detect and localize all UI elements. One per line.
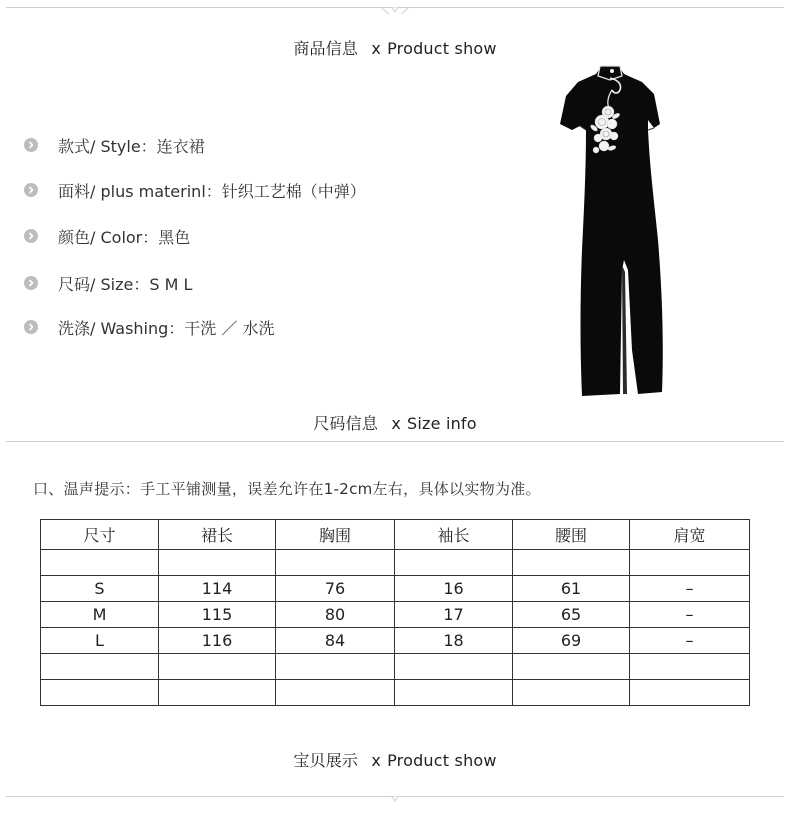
section-title-cn: 尺码信息 [313,414,379,433]
table-row [41,576,750,602]
table-cell: 115 [159,602,276,628]
section-title-x: x [371,39,382,58]
attribute-text: 款式/ Style：连衣裙 [58,136,205,156]
section-title-x: x [391,414,402,433]
table-cell: – [630,602,750,628]
table-cell: – [630,628,750,654]
table-cell: 80 [276,602,395,628]
table-cell [513,550,630,576]
table-header-cell: 胸围 [276,520,395,550]
table-cell [630,654,750,680]
section-title-en: Product show [387,751,497,770]
chevron-right-circle-icon [24,229,38,243]
attribute-text: 尺码/ Size：S M L [58,274,193,294]
table-header-row [41,520,750,550]
table-size-cell: M [41,602,159,628]
table-cell [395,654,513,680]
table-cell: 116 [159,628,276,654]
table-cell: 76 [276,576,395,602]
table-header-cell: 裙长 [159,520,276,550]
attribute-item-color [24,224,190,248]
attribute-item-style [24,133,205,157]
table-cell [159,680,276,706]
table-row [41,628,750,654]
section-title-product-show [0,748,790,771]
table-size-cell [41,550,159,576]
table-cell [630,550,750,576]
table-size-cell [41,654,159,680]
chevron-right-circle-icon [24,276,38,290]
table-size-cell: L [41,628,159,654]
table-cell: – [630,576,750,602]
section-title-cn: 商品信息 [293,39,359,58]
table-cell: 18 [395,628,513,654]
table-cell [513,680,630,706]
top-notch-chevron-down-icon [380,0,410,14]
table-cell [630,680,750,706]
table-cell: 61 [513,576,630,602]
chevron-right-circle-icon [24,138,38,152]
attribute-text: 面料/ plus materinl：针织工艺棉（中弹） [58,181,366,201]
attribute-text: 洗涤/ Washing：干洗 ／ 水洗 [58,318,275,338]
table-row [41,602,750,628]
table-header-cell: 尺寸 [41,520,159,550]
table-size-cell [41,680,159,706]
section-title-cn: 宝贝展示 [293,751,359,770]
table-row [41,550,750,576]
table-cell: 84 [276,628,395,654]
attribute-item-size [24,271,192,295]
section-title-size-info [0,411,790,434]
product-dress-image [550,60,670,400]
table-cell: 69 [513,628,630,654]
attribute-text: 颜色/ Color：黑色 [58,227,191,247]
table-cell: 65 [513,602,630,628]
section-title-en: Product show [387,39,497,58]
chevron-right-circle-icon [24,320,38,334]
table-cell [513,654,630,680]
attribute-item-material [24,178,366,202]
bottom-notch-chevron-down-icon [380,790,410,804]
table-row [41,654,750,680]
table-cell [159,550,276,576]
table-header-cell: 腰围 [513,520,630,550]
table-header-cell: 肩宽 [630,520,750,550]
table-cell [159,654,276,680]
size-table [40,519,750,706]
table-cell: 16 [395,576,513,602]
table-row [41,680,750,706]
attribute-item-washing [24,315,274,339]
measurement-notice: 口、温声提示：手工平铺测量，误差允许在1-2cm左右，具体以实物为准。 [33,480,541,498]
table-header-cell: 袖长 [395,520,513,550]
table-cell [395,550,513,576]
chevron-right-circle-icon [24,183,38,197]
table-cell [276,654,395,680]
table-cell: 17 [395,602,513,628]
table-cell [395,680,513,706]
section-title-product-info [0,36,790,59]
section-title-en: Size info [407,414,477,433]
size-info-divider [6,441,784,442]
table-cell [276,680,395,706]
section-title-x: x [371,751,382,770]
table-size-cell: S [41,576,159,602]
table-cell [276,550,395,576]
table-cell: 114 [159,576,276,602]
